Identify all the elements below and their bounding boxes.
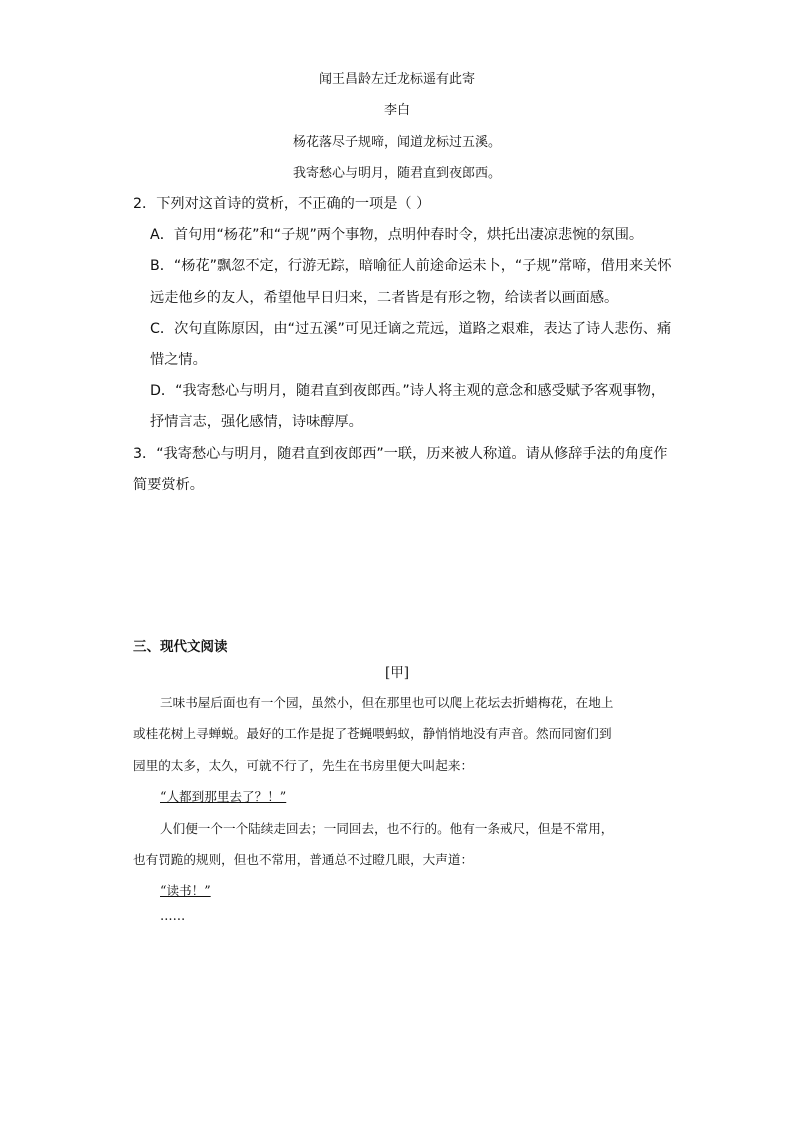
option-b-line-1: B．“杨花”飘忽不定，行游无踪，暗喻征人前途命运未卜，“子规”常啼，借用来关怀	[150, 258, 672, 274]
option-d-line-1: D．“我寄愁心与明月，随君直到夜郎西。”诗人将主观的意念和感受赋予客观事物，	[150, 383, 666, 399]
section-heading: 三、现代文阅读	[133, 639, 228, 655]
ellipsis: ……	[160, 908, 186, 923]
passage-1-line-1: 三味书屋后面也有一个园，虽然小，但在那里也可以爬上花坛去折蜡梅花，在地上	[160, 695, 614, 710]
passage-2-line-2: 也有罚跪的规则，但也不常用，普通总不过瞪几眼，大声道：	[133, 852, 474, 867]
poem-line-1: 杨花落尽子规啼，闻道龙标过五溪。	[292, 135, 501, 150]
question-2-stem: 2．下列对这首诗的赏析，不正确的一项是（ ）	[133, 196, 431, 212]
passage-label: [甲]	[384, 665, 410, 681]
option-b-line-2: 远走他乡的友人，希望他早日归来，二者皆是有形之物，给读者以画面感。	[150, 290, 619, 306]
passage-2-line-1: 人们便一个一个陆续走回去；一同回去，也不行的。他有一条戒尺，但是不常用，	[160, 821, 614, 836]
quote-2: “读书！”	[160, 883, 211, 898]
poem-title: 闻王昌龄左迁龙标遥有此寄	[318, 72, 475, 87]
poem-line-2: 我寄愁心与明月，随君直到夜郎西。	[292, 166, 501, 181]
option-d-line-2: 抒情言志，强化感情，诗味醇厚。	[150, 414, 363, 430]
option-c-line-1: C．次句直陈原因，由“过五溪”可见迁谪之荒远，道路之艰难，表达了诗人悲伤、痛	[150, 321, 672, 337]
option-a: A．首句用“杨花”和“子规”两个事物，点明仲春时令，烘托出凄凉悲惋的氛围。	[150, 227, 644, 243]
passage-1-line-2: 或桂花树上寻蝉蜕。最好的工作是捉了苍蝇喂蚂蚁，静悄悄地没有声音。然而同窗们到	[133, 726, 612, 741]
question-3-line-1: 3．“我寄愁心与明月，随君直到夜郎西”一联，历来被人称道。请从修辞手法的角度作	[133, 446, 668, 462]
passage-1-line-3: 园里的太多，太久，可就不行了，先生在书房里便大叫起来：	[133, 758, 474, 773]
question-3-line-2: 简要赏析。	[133, 477, 204, 493]
quote-1: “人都到那里去了？！”	[160, 789, 287, 804]
option-c-line-2: 惜之情。	[150, 352, 207, 368]
poem-author: 李白	[383, 103, 410, 118]
